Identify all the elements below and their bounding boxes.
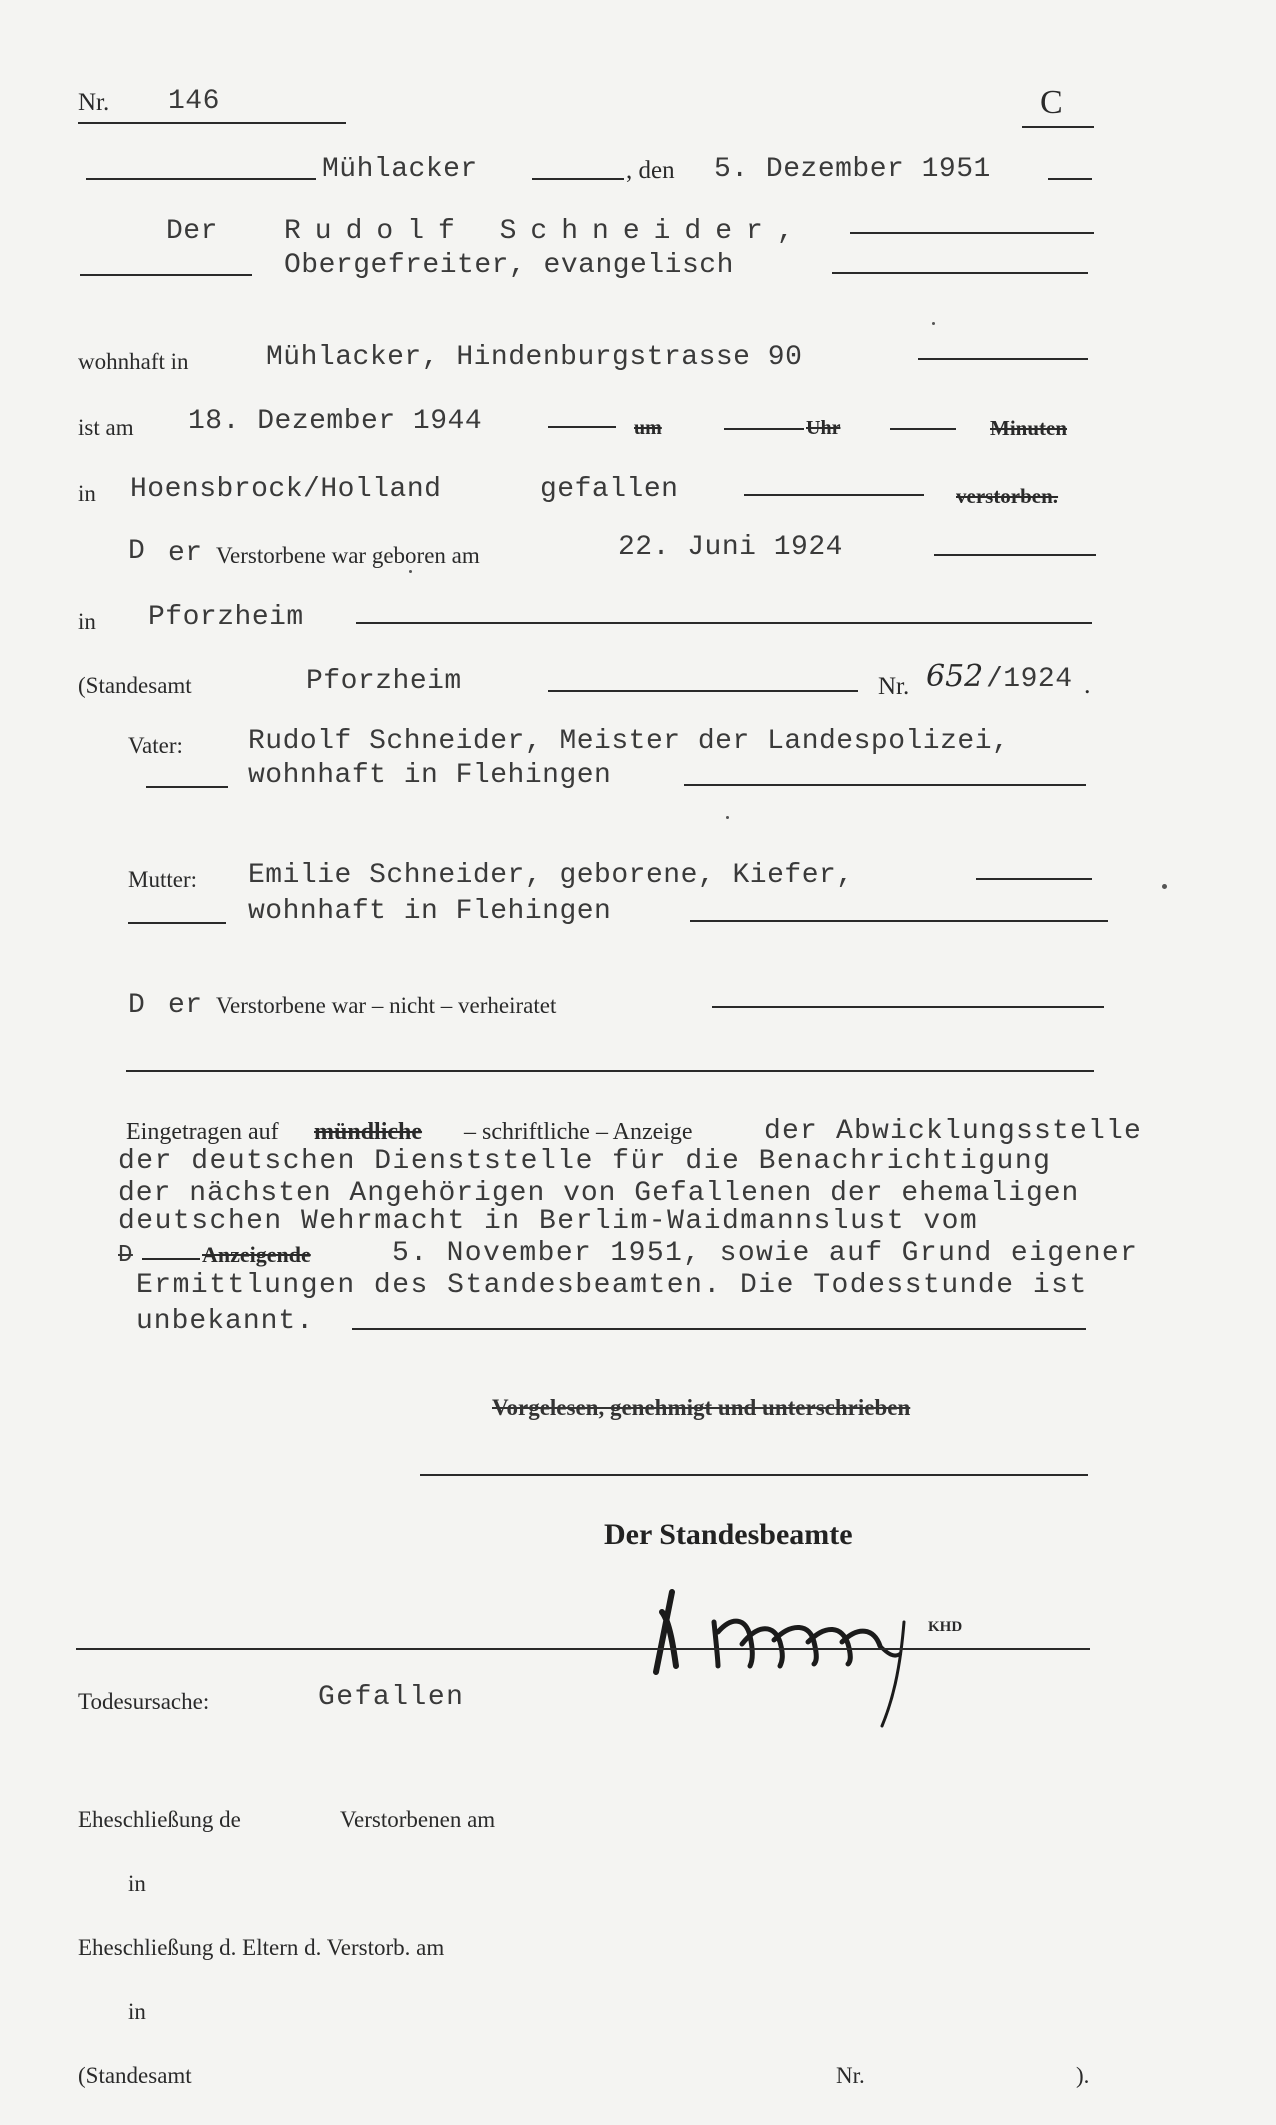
verstorben-struck: verstorben.	[956, 484, 1059, 508]
death-date: 18. Dezember 1944	[188, 406, 483, 437]
death-in-label: in	[78, 481, 96, 506]
series-letter: C	[1040, 84, 1063, 121]
place-leading-rule	[86, 178, 316, 180]
standesamt-rule	[548, 690, 858, 692]
mother-leading-rule	[128, 922, 226, 924]
approval-rule	[420, 1474, 1088, 1476]
father-rule	[684, 784, 1086, 786]
um-struck: um	[634, 417, 662, 439]
birth-nr-label: Nr.	[878, 673, 910, 700]
rank-leading-rule	[80, 274, 252, 276]
nr-label: Nr.	[78, 89, 110, 116]
entry-line-3: der nächsten Angehörigen von Gefallenen der ehemaligen	[118, 1178, 1080, 1209]
residence-label: wohnhaft in	[78, 349, 189, 374]
paper-speck	[932, 322, 935, 325]
deceased-name: Rudolf Schneider,	[284, 216, 808, 247]
date-rule	[1048, 178, 1092, 180]
marriage-label-b: Verstorbenen am	[340, 1807, 496, 1832]
birth-in-label: in	[78, 609, 96, 634]
parents-standesamt-label: (Standesamt	[78, 2063, 192, 2088]
birth-standesamt: Pforzheim	[306, 666, 462, 697]
death-date-label: ist am	[78, 415, 134, 440]
entry-line-4: deutschen Wehrmacht in Berlim-Waidmannslust vom	[118, 1206, 979, 1237]
father-line-2: wohnhaft in Flehingen	[248, 760, 612, 791]
parents-marriage-in-label: in	[128, 1999, 146, 2024]
birth-label: Verstorbene war geboren am	[216, 543, 480, 568]
father-line-1: Rudolf Schneider, Meister der Landespolizei,	[248, 726, 1010, 757]
birth-er-text: er	[168, 538, 203, 569]
registry-date: 5. Dezember 1951	[714, 154, 991, 185]
name-rule	[850, 232, 1094, 234]
entry-line-1: der Abwicklungsstelle	[764, 1116, 1143, 1147]
marital-d-letter: D	[128, 990, 146, 1021]
standesamt-label: (Standesamt	[78, 673, 192, 698]
father-leading-rule	[146, 786, 228, 788]
marital-full-rule	[126, 1070, 1094, 1072]
mother-line-2: wohnhaft in Flehingen	[248, 896, 612, 927]
birth-d-letter: D	[128, 536, 146, 567]
death-rule-3	[890, 428, 956, 430]
entry-struck-muendliche: mündliche	[314, 1119, 423, 1145]
entry-struck-dashes	[142, 1258, 200, 1260]
birth-date-rule	[934, 554, 1096, 556]
parents-nr-label: Nr.	[836, 2063, 865, 2088]
entry-struck-anzeigende: Anzeigende	[202, 1242, 311, 1267]
entry-label-2: – schriftliche – Anzeige	[464, 1119, 693, 1145]
paper-speck	[1162, 884, 1167, 889]
paper-speck	[726, 816, 729, 819]
entry-struck-d: D	[118, 1242, 133, 1269]
signature-rule	[76, 1648, 1090, 1650]
entry-line-6: Ermittlungen des Standesbeamten. Die Todesstunde ist	[136, 1270, 1088, 1301]
nr-rule	[78, 122, 346, 124]
birth-place-rule	[356, 622, 1092, 624]
mother-line-1: Emilie Schneider, geborene, Kiefer,	[248, 860, 854, 891]
entry-line-5: 5. November 1951, sowie auf Grund eigener	[392, 1238, 1139, 1269]
marriage-in-label: in	[128, 1871, 146, 1896]
parents-close: ).	[1076, 2063, 1090, 2088]
birth-place: Pforzheim	[148, 602, 304, 633]
uhr-struck: Uhr	[806, 417, 841, 439]
mother-rule-2	[690, 920, 1108, 922]
series-rule	[1022, 126, 1094, 128]
marital-er-text: er	[168, 990, 203, 1021]
der-article: Der	[166, 216, 218, 247]
den-label: , den	[626, 157, 675, 184]
signature-image	[642, 1562, 962, 1732]
entry-end-rule	[352, 1328, 1086, 1330]
birth-date: 22. Juni 1924	[618, 532, 843, 563]
place-trailing-rule	[532, 178, 624, 180]
entry-number: 146	[168, 86, 220, 117]
death-rule-2	[724, 428, 804, 430]
gefallen-text: gefallen	[540, 474, 679, 505]
marital-label: Verstorbene war – nicht – verheiratet	[216, 993, 557, 1018]
mother-rule-1	[976, 878, 1092, 880]
birth-nr-handwritten: 652	[926, 659, 984, 694]
rank-religion: Obergefreiter, evangelisch	[284, 250, 734, 281]
signature-initials: KHD	[928, 1619, 963, 1635]
birth-nr-close: .	[1084, 670, 1091, 699]
marital-rule	[712, 1006, 1104, 1008]
entry-line-7: unbekannt.	[136, 1306, 315, 1337]
entry-label-1: Eingetragen auf	[126, 1119, 279, 1145]
rank-rule	[832, 272, 1088, 274]
paper-speck	[409, 570, 412, 573]
minuten-struck: Minuten	[990, 416, 1068, 440]
cause-label: Todesursache:	[78, 1689, 210, 1714]
official-title: Der Standesbeamte	[604, 1518, 853, 1551]
residence-address: Mühlacker, Hindenburgstrasse 90	[266, 342, 803, 373]
parents-marriage-label: Eheschließung d. Eltern d. Verstorb. am	[78, 1935, 445, 1960]
marriage-label-a: Eheschließung de	[78, 1807, 241, 1832]
registry-place: Mühlacker	[322, 154, 478, 185]
father-label: Vater:	[128, 733, 183, 758]
death-rule-1	[548, 426, 616, 428]
residence-rule	[918, 358, 1088, 360]
death-place-rule	[744, 494, 924, 496]
mother-label: Mutter:	[128, 867, 197, 892]
birth-nr-year: /1924	[986, 664, 1073, 695]
death-place: Hoensbrock/Holland	[130, 474, 442, 505]
cause-value: Gefallen	[318, 1682, 465, 1713]
entry-line-2: der deutschen Dienststelle für die Benachrichtigung	[118, 1146, 1052, 1177]
approval-struck: Vorgelesen, genehmigt und unterschrieben	[492, 1395, 911, 1420]
